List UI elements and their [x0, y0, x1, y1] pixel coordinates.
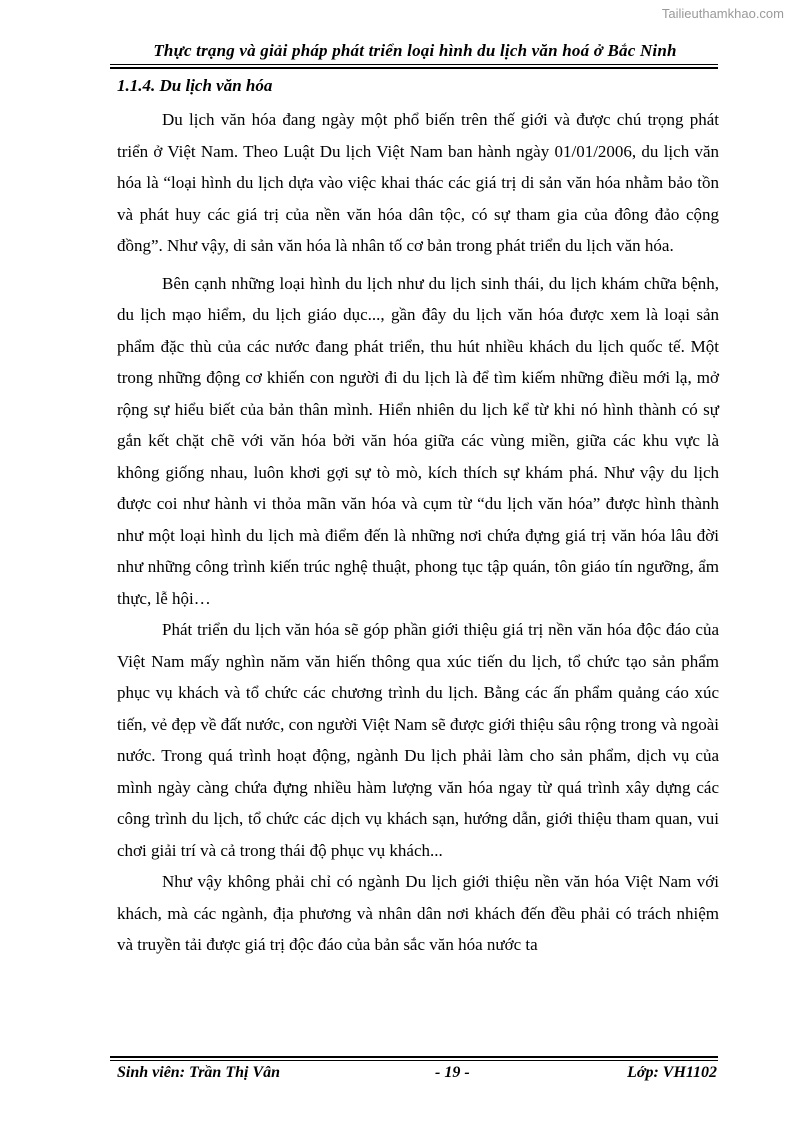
header-rule — [110, 64, 718, 65]
header-rule-thick — [110, 67, 718, 69]
section-title: 1.1.4. Du lịch văn hóa — [117, 76, 273, 95]
paragraph: Du lịch văn hóa đang ngày một phổ biến trên thế giới và được chú trọng phát triển ở Việt Nam. Theo Luật Du lịch Việt Nam ban hành ngày 01/01/2006, du lịch văn hóa là “loại hình du lịch dựa vào việc khai thác các giá trị di sản văn hóa nhằm bảo tồn và phát huy các giá trị của nền văn hóa dân tộc, có sự tham gia của đông đảo cộng đồng”. Như vậy, di sản văn hóa là nhân tố cơ bản trong phát triển du lịch văn hóa. — [117, 110, 719, 255]
running-header: Thực trạng và giải pháp phát triển loại hình du lịch văn hoá ở Bắc Ninh — [153, 41, 677, 60]
footer-student: Sinh viên: Trần Thị Vân — [117, 1064, 281, 1081]
paragraph: Phát triển du lịch văn hóa sẽ góp phần giới thiệu giá trị nền văn hóa độc đáo của Việt Nam mấy nghìn năm văn hiến thông qua xúc tiến du lịch, tổ chức tạo sản phẩm phục vụ khách và tổ chức các chương trình du lịch. Bằng các ấn phẩm quảng cáo xúc tiến, vẻ đẹp về đất nước, con người Việt Nam sẽ được giới thiệu sâu rộng trong và ngoài nước. Trong quá trình hoạt động, ngành Du lịch phải làm cho sản phẩm, dịch vụ của mình ngày càng chứa đựng nhiều hàm lượng văn hóa ngay từ quá trình xây dựng các công trình du lịch, tổ chức các dịch vụ khách sạn, hướng dẫn, giới thiệu tham quan, vui chơi giải trí và cả trong thái độ phục vụ khách... — [117, 620, 719, 860]
paragraph: Bên cạnh những loại hình du lịch như du lịch sinh thái, du lịch khám chữa bệnh, du lịch mạo hiểm, du lịch giáo dục..., gần đây du lịch văn hóa được xem là loại sản phẩm đặc thù của các nước đang phát triển, thu hút nhiều khách du lịch quốc tế. Một trong những động cơ khiến con người đi du lịch là để tìm kiếm những điều mới lạ, mở rộng sự hiểu biết của bản thân mình. Hiển nhiên du lịch kể từ khi nó hình thành có sự gắn kết chặt chẽ với văn hóa bởi văn hóa giữa các vùng miền, giữa các khu vực là không giống nhau, luôn khơi gợi sự tò mò, kích thích sự khám phá. Như vậy du lịch được coi như hành vi thỏa mãn văn hóa và cụm từ “du lịch văn hóa” được hình thành như một loại hình du lịch mà điểm đến là những nơi chứa đựng giá trị văn hóa lâu đời như những công trình kiến trúc nghệ thuật, phong tục tập quán, tôn giáo tín ngưỡng, ẩm thực, lễ hội… — [117, 273, 719, 608]
paragraph: Như vậy không phải chỉ có ngành Du lịch giới thiệu nền văn hóa Việt Nam với khách, mà các ngành, địa phương và nhân dân nơi khách đến đều phải có trách nhiệm và truyền tải được giá trị độc đáo của bản sắc văn hóa nước ta — [117, 872, 719, 954]
footer-rule — [110, 1060, 718, 1061]
footer-class: Lớp: VH1102 — [627, 1064, 717, 1081]
body-text — [117, 104, 719, 961]
watermark: Tailieuthamkhao.com — [661, 6, 784, 21]
page-number: - 19 - — [435, 1064, 470, 1081]
footer-rule-thick — [110, 1056, 718, 1058]
